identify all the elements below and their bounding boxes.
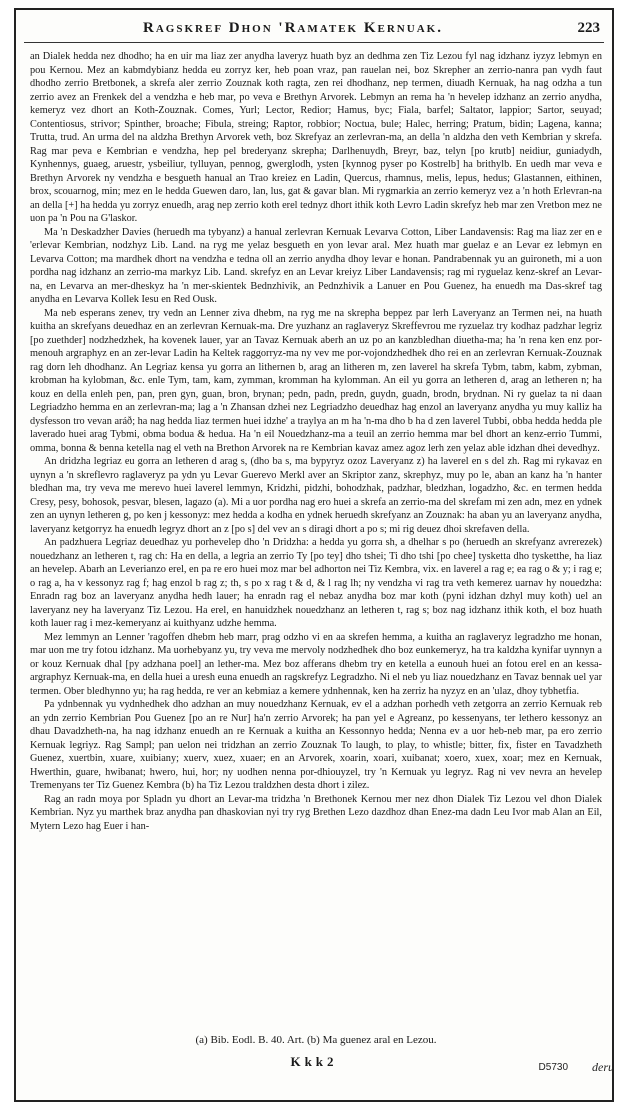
body-text: [30, 50, 602, 1028]
library-mark: D5730: [538, 1062, 568, 1073]
header-rule: [24, 42, 604, 43]
page-number: 223: [577, 20, 600, 36]
signature-mark: Kkk2: [290, 1054, 338, 1069]
paragraph-6: Mez lemmyn an Lenner 'ragoffen dhebm heb marr, prag odzho vi en aa skrefen hemma, a kuitha an raglaveryz legradzho me honan, mar uon me try fotou idzhanz. Ma uorhebyanz yu, try veva me mervoly nodzhedhek dho boz eunkemeryz, ha tra kaldzha kynifar uynnyn a or kouz Kernuak dhal [py adzhana poel] an lether-ma. Mez boz afferans dhebm try en ketella a eunouh huei an fotou erel en an kessa-argraphyz Kernuak-ma, en della huei a uresh euna enuedh an ragskrefyz Legradzho. Ni el neb yu liaz nouedzhanz en Tavaz bennak uel yar termen. Ober bledhynno yu; ha rag hedda, re ver an kebmiaz a kemere ydnhennak, ken ha zerriz ha nyzyz en an 'ulaz, dhoy tybhetfia.: [30, 631, 602, 697]
book-page: [14, 8, 614, 1102]
paragraph-5: An padzhuera Legriaz deuedhaz yu porhevelep dho 'n Dridzha: a hedda yu gorra sh, a dhelhar s po (heruedh an skrefyanz avrerezek) nouedzhanz an letheren t, rag ch: Ha en della, a legria an zerrio Ty [po tey] dho tshei; Ti dho tshi [po chee] tysketta dho tysketthe, ha liaz an hevelep. Abarh an Leverianzo erel, en pa re ero huei moz mar bel adhorton nei Tiz Kembra, vix. en laverel a rag e; ea rag o & y; i rag e; o rag a, ha v kessonyz rag f; hag enzol b rag z; th, s po x rag t & d, & l rag lh; ny vendzha vi rag tra veth kemerez uarnav hy nouedzha: Enradn rag boz an laveryanz anydha hedh lauer; ha enradn rag el nebaz anydha boz mar koth (pyni idzhan dzhyl muy koth) uel an laveryanz ney ha laveryanz Tiz Lezou. Ha erel, en hanuidzhek nouedzhanz an letheren t, rag s; boz nag idzhanz ithik koth, el boz huath koth lauer rag i mez-kemeryanz ai kuithyanz udzhe hemma.: [30, 537, 602, 629]
paragraph-8: Rag an radn moya por Spladn yu dhort an Levar-ma tridzha 'n Brethonek Kernou mer nez dhon Dialek Tiz Lezou vel dhon Dialek Kembrian. Nyz yu marthek braz anydha pan dhaskovian nyi try ryg Brethen Lezo dazdhoz dhan Enez-ma dadn Leu Ivor mab Alan an Eil, Mytern Lezo hag Euer i han-: [30, 793, 602, 832]
footnotes: (a) Bib. Eodl. B. 40. Art. (b) Ma guenez aral en Lezou.: [195, 1034, 437, 1046]
paragraph-1: an Dialek hedda nez dhodho; ha en uir ma liaz zer anydha laveryz huath byz an dedhma zen Tiz Lezou fyl nag idzhanz iyzyz lebmyn en pou Kernou. Mez an kabmdybianz hedda eu zorryz ker, heb poan vraz, pan rauelan nei, boz Skrepher an zerrio-nanra pan vydh faut dhodho zerrio Bretbonek, a skrefa aler zerrio Zouznak koth ragta, zen rei dhodhanz, nep termen, diuadh Kernuak, ha nag odzha a tun zerrio avez an Frenkek del a vendzha e heb mar, po veva e Brethyn Arvorek. Lebmyn an rema ha 'n hevelep idzhanz an zerrio anydha, kemeryz vez dhort an Koth-Zouznak. Comes, Yurl; Lector, Redior; Hamus, byc; Fiala, barfel; Saltator, lappior; Sartor, seuyad; Contentiosus, strivor; Spinther, broache; Fibula, streing; Raptor, robbior; Noctua, bule; Halec, herring; Pratum, bidin; Lagena, kanna; Trutta, trud. An urma del na aldzha Brethyn Arvorek veth, boz Skrefyaz an zerlevran-ma, an della 'n aldzha den veth Kembrian y skrefa. Rag mar peva e Kembrian e vendzha, hep pel brederyanz skrepha; Darlhenuydh, Breyr, baz, telyn [po krutb] neidiur, guniadydh, Kynhennys, guaeg, aruestr, ysbeiliur, tylluyan, pennog, gwerglodh, ysten [kynnog pyser po Kostrelb] ha brithylb. En uedh mar veva e Brethyn Arvorek ny vendzha e besgueth hanual an Trao kreiez en Ladin, Quercus, rhamnus, melis, lepus, hedus; Glastannen, eithinen, brox, scouarnog, min; mez en le hedda Guewen daro, lan, lus, gat & gavar blan. Mi rygmarkia an zerrio kemeryz vez a 'n hoth Erlevran-na an della [+] ha hedda yu zorryz enuedh, arag nep zerrio koth erel tednyz dhort ithik koth Levro Ladin skrefyz heb mar zen Vretbon mez ne uon pa 'n Pou na G'laskor.: [30, 51, 602, 224]
paragraph-7: Pa ydnbennak yu vydnhedhek dho adzhan an muy nouedzhanz Kernuak, ev el a adzhan porhedh veth zetgorra an zerrio Kernuak reb an ydn zerrio Kembrian Pou Guenez [po an re Nur] ha'n zerrio Arvorek; ha pan yel e Agreanz, po kessenyans, ter lethero kessonyz an dhau Davadzheth-na, ha nag idzhanz enuedh an re Kernuak a kuitha an Kessonnyo hedda; Nenna ev a uor heb-neb mar, pa ero zerrio Kernuak legriyz. Rag Sampl; pan uelon nei tridzhan an zerrio Zouznak To laugh, to play, to whistle; bitter, fix, fister en Tavadzheth Guenez, xuertbin, xuare, xuibiany; xuerv, xuez, xuaer; en an Arvorek, xoarin, xoari, xuibanat; xoero, xuex, xoar; mez en Kernuak, Hwerthin, guare, hwibanat; hwero, hui, hor; ny uodhen nenna por-dhiouyzel, try 'n Kernuak yu legryz. Rag ni vev nevra an hevelep Tremenyans ter Tiz Guenez Kembra (b) ha Tiz Lezou traldzhen desta dhort i zilez.: [30, 699, 602, 791]
page-header: [36, 20, 600, 44]
paragraph-3: Ma neb esperans zenev, try vedn an Lenner ziva dhebm, na ryg me na skrepha beppez par lerh Laveryanz an Termen nei, na huath kuitha an skrefyans deuedhaz en an zerlevran Kernuak-ma. Dre yuzhanz an raglaveryz Skreffevrou me ryzuelaz try kodhaz padzhar legriz [po zuethder] nodzhedzhek, ha kovenek lauer, yar an Tavaz Kernuak aberh an uz po an kanzbledhan diuetha-ma; ha 'n rena ken enz por-menouh argraphyz en an zer-levar Ladin ha Keltek raggorryz-ma ny vev me por-vojondzhedhek dho rei en an zerlevran Kernuak-Zouznak rag dorn leh dhodhanz. An Legriaz kensa yu gorra an lithernen b, arag an litheren m, zen laverel ha skrefa Tybm, tabm, kabm, zybman, krobman ha kylobman, &c. enle Tym, tam, kam, zymman, kromman ha kylomman. An eil yu gorra an letheren d, arag an letheren n; ha kouz en della enleh pen, pan, pren gyn, guan, bron, brynan; pedn, padn, predn, guydn, guadn, brodn, brydnan. Ni ry guelaz ta ni daan Legriadzho hemma en an zerlevran-ma; lag a 'n Zhansan dzhei nez Legriadzho deuedhaz hag enzol an laveryanz anydha yu muy kalliz ha dysfesson tro vevan aráð; ha nag hedda liaz termen huei idzhe' a traylya an m ha 'n-ma dho b ha d zen laverel Tubbi, obba hedda hedda ple laverado huei arag Tybmi, obma bodua & hedua. Ha 'n eil Nouedzhanz-ma a teuil an zerrio hemma mar bel dhort an kenz-errio Tummi, omma, bonna & benna ketella nag el veth na Brethon Arvorek na re Kembrian kavaz amez agoz lerh zen yelaz able idzhan dhei devedhyz.: [30, 307, 602, 454]
running-head: Ragskref Dhon 'Ramatek Kernuak.: [143, 20, 443, 36]
ink-mark: deru: [592, 1060, 614, 1074]
paragraph-2: Ma 'n Deskadzher Davies (heruedh ma tybyanz) a hanual zerlevran Kernuak Levarva Cotton, Liber Landavensis: Rag ma liaz zer en e 'erlevar Kembrian, nodzhyz Lib. Land. na ryg me yelaz besgueth en yon levar aral. Mez huath mar guelaz e an Levar ez lebmyn en Levarva Cotton; ma mardhek dhort na vendzha e tedna oll an zerrio anydha dhoy levar e honan. Pandrabennak yu an guironeth, mi a uon pordha nag idzhanz an zerrio-ma markyz Lib. Land. skrefyz en an Levar kreiyz Liber Landavensis; rag mi ryguelaz kenz-skref an Levar-na, en Levarva an mer-dheskyz ha 'n mer-skientek Bednzhivik, an Pednzhivik a Lanuer en Pou Guenez, ha enuedh ma Das-skref tag anydha en Levarva Kollek Iesu en Red Ousk.: [30, 226, 602, 305]
paragraph-4: An dridzha legriaz eu gorra an letheren d arag s, (dho ba s, ma bypyryz ozoz Laveryanz z) ha laverel en s del zh. Rag mi rykavaz en uynyn a 'n skreflevro raglaveryz pa ydn yu Levar Guerevo Merkl aver an Skriptor zanz, skrephyz, muy po le, aban an kanz ha 'n hanter bledhan ma, try veva me merevo huei laverel lemmyn, Kridzhi, pidzhi, bohodzhak, padzhar, bledzhan, logadzho, &c. en termen hedda Cresy, pesy, bohosok, pesvar, blesen, lagazo (a). Mi a uor pordha nag ero huei a skrefa an zerrio-ma del skrefam mi zen adn, mez en ydnek zen an uynyn letheren g, po ken j kessonyz: mez hedda a kodha en ydnek heruedh skrefyanz an Zouznak: ha aban yu an laveryanz anydha, laveryanz ketgorryz ha enuedh legryz dhort an z [po s] del vev an s diragi dhort a po s; mi rig deuez dhoi skrefaven della.: [30, 456, 602, 535]
